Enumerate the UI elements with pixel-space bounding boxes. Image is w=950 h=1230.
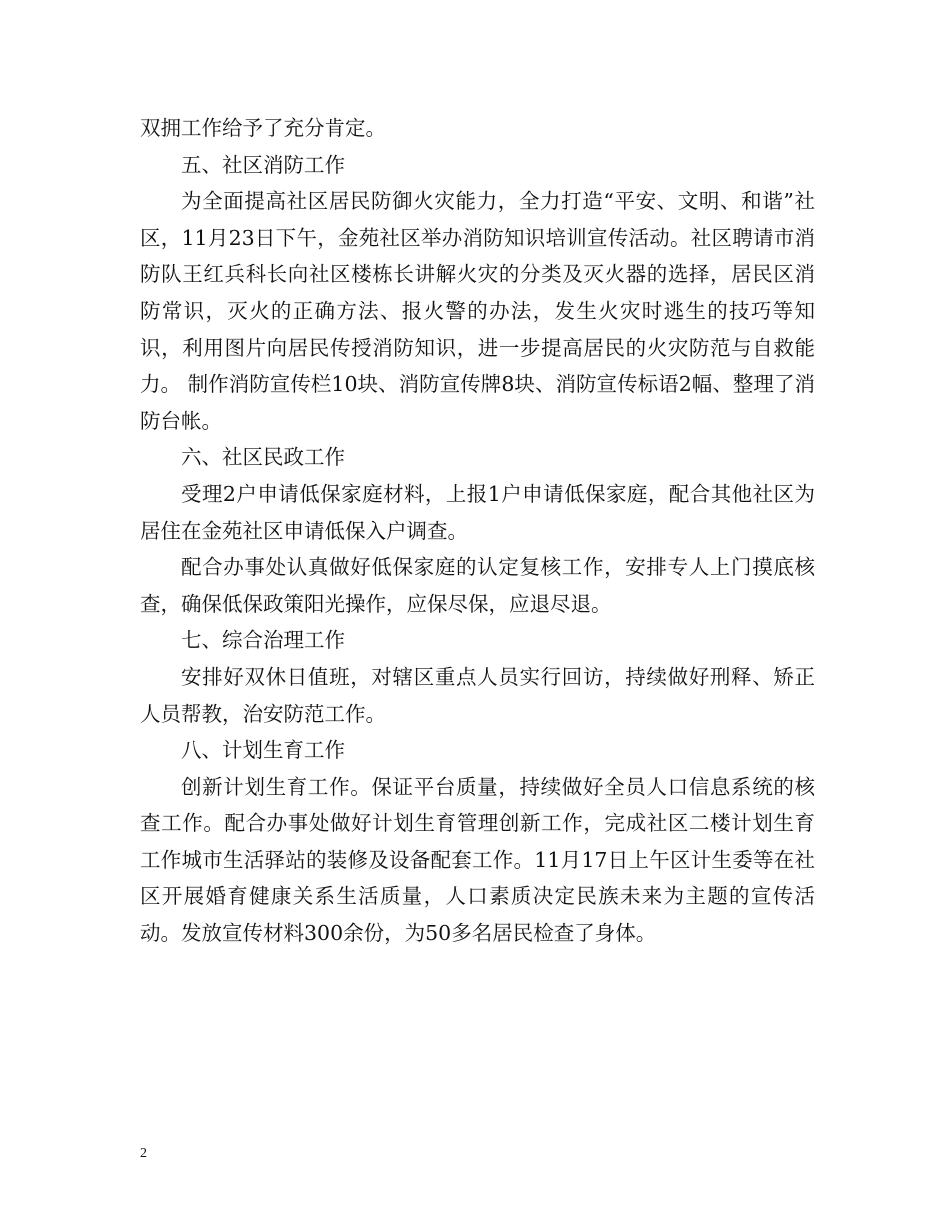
paragraph-comprehensive-governance: 安排好双休日值班，对辖区重点人员实行回访，持续做好刑释、矫正人员帮教，治安防范工作。 [140, 664, 815, 726]
paragraph-continuation: 双拥工作给予了充分肯定。 [140, 116, 386, 140]
section-heading-fire-safety: 五、社区消防工作 [181, 152, 345, 177]
section-heading-civil-affairs: 六、社区民政工作 [181, 445, 345, 470]
section-heading-family-planning: 八、计划生育工作 [181, 738, 345, 763]
paragraph-civil-affairs-2: 配合办事处认真做好低保家庭的认定复核工作，安排专人上门摸底核查，确保低保政策阳光操作，应保尽保，应退尽退。 [140, 555, 815, 616]
paragraph-fire-safety: 为全面提高社区居民防御火灾能力，全力打造“平安、文明、和谐”社区，11月23日下午，金苑社区举办消防知识培训宣传活动。社区聘请市消防队王红兵科长向社区楼栋长讲解火灾的分类及灭火器的选择，居民区消防常识，灭火的正确方法、报火警的办法，发生火灾时逃生的技巧等知识，利用图片向居民传授消防知识，进一步提高居民的火灾防范与自救能力。 制作消防宣传栏10块、消防宣传牌8块、消防宣传标语2幅、整理了消防台帐。 [140, 189, 815, 433]
page-number: 2 [140, 1146, 147, 1161]
document-body [140, 110, 815, 952]
paragraph-civil-affairs-1: 受理2户申请低保家庭材料，上报1户申请低保家庭，配合其他社区为居住在金苑社区申请低保入户调查。 [140, 481, 815, 543]
section-heading-comprehensive-governance: 七、综合治理工作 [181, 628, 345, 653]
paragraph-family-planning: 创新计划生育工作。保证平台质量，持续做好全员人口信息系统的核查工作。配合办事处做好计划生育管理创新工作，完成社区二楼计划生育工作城市生活驿站的装修及设备配套工作。11月17日上午区计生委等在社区开展婚育健康关系生活质量，人口素质决定民族未来为主题的宣传活动。发放宣传材料300余份，为50多名居民检查了身体。 [140, 774, 815, 946]
